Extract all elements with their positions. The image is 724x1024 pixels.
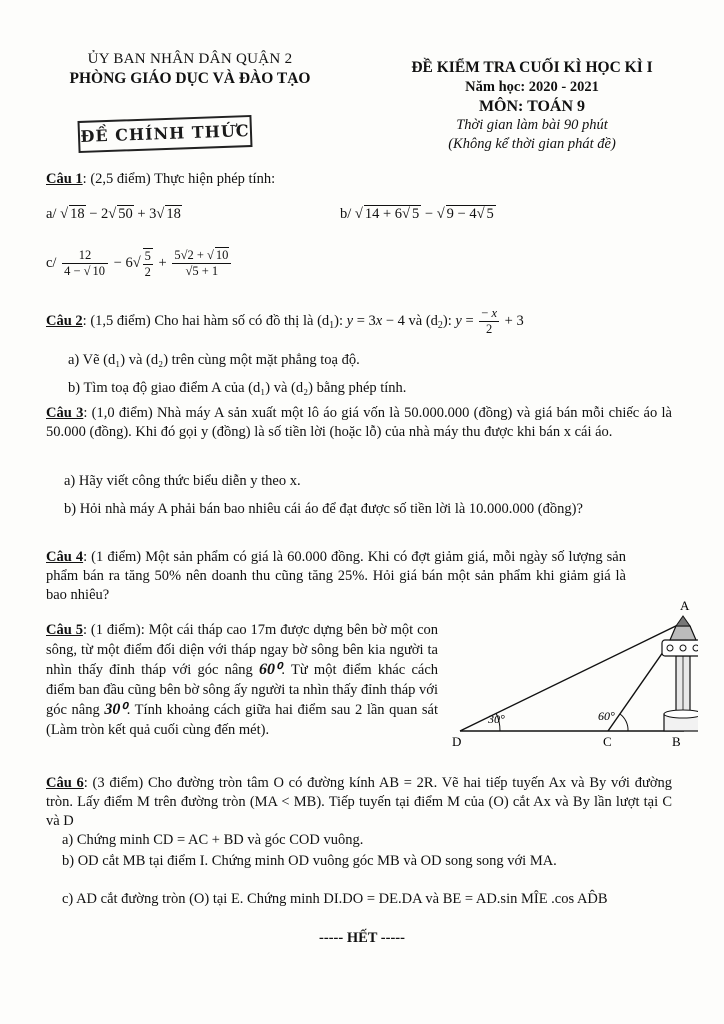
header-right bbox=[372, 58, 692, 154]
question-3-text: : (1,0 điểm) Nhà máy A sản xuất một lô áo giá vốn là 50.000.000 (đồng) và giá bán mỗi chiếc áo là 50.000 (đồng). Khi đó gọi y (đồng) là số tiền lời (hoặc lỗ) của nhà máy thu được khi bán x cái áo. bbox=[46, 405, 672, 440]
question-1-label: Câu 1 bbox=[46, 171, 83, 187]
question-1-text: : (2,5 điểm) Thực hiện phép tính: bbox=[82, 171, 276, 187]
question-5-text-2: . Từ một điểm khác cách điểm ban đầu cũng bên bờ sông ấy người ta nhìn thấy đỉnh tháp với góc nâng bbox=[46, 662, 439, 718]
education-department: PHÒNG GIÁO DỤC VÀ ĐÀO TẠO bbox=[69, 70, 311, 87]
question-1a bbox=[46, 204, 182, 224]
question-4-label: Câu 4 bbox=[46, 549, 84, 565]
function-d2: $(d_2)$: y = $\frac{- x}{2}$ + 3 bbox=[425, 306, 524, 336]
question-2-text: : (1,5 điểm) Cho hai hàm số có đồ thị là bbox=[82, 312, 314, 329]
question-6 bbox=[46, 774, 672, 831]
label-d: D bbox=[452, 734, 462, 749]
district-committee: ỦY BAN NHÂN DÂN QUẬN 2 bbox=[87, 51, 293, 67]
question-5-label: Câu 5 bbox=[46, 622, 83, 638]
label-c: C bbox=[603, 734, 612, 749]
question-1c-expr: $\frac{12}{4 - √ 10}$ − 6√ $\frac{5}{2}$ + $\frac{5√2 + √ 10}{√5 + 1}$ bbox=[60, 255, 233, 271]
question-6b: b) OD cắt MB tại điểm I. Chứng minh OD vuông góc MB và OD song song với MA. bbox=[62, 853, 557, 869]
question-3a: a) Hãy viết công thức biểu diễn y theo x. bbox=[64, 473, 301, 489]
label-a: A bbox=[680, 598, 690, 613]
question-6-label: Câu 6 bbox=[46, 775, 84, 791]
question-3b: b) Hỏi nhà máy A phải bán bao nhiêu cái áo để đạt được số tiền lời là 10.000.000 (đồng)? bbox=[64, 501, 583, 517]
label-angle-30: 30° bbox=[488, 712, 505, 726]
question-3-label: Câu 3 bbox=[46, 405, 84, 421]
question-6a: a) Chứng minh CD = AC + BD và góc COD vuông. bbox=[62, 832, 364, 848]
question-5 bbox=[46, 620, 438, 740]
question-2-and: và bbox=[408, 312, 423, 329]
question-6c: c) AD cắt đường tròn (O) tại E. Chứng minh DI.DO = DE.DA và BE = AD.sin MÎE .cos AD̂B bbox=[62, 891, 608, 907]
tower-icon bbox=[662, 616, 698, 731]
question-4-text: : (1 điểm) Một sản phẩm có giá là 60.000 đồng. Khi có đợt giảm giá, mỗi ngày số lượng sản phẩm bán ra tăng 50% nên doanh thu cũng tăng 25%. Hỏi giá bán một sản phẩm khi giảm giá là bao nhiêu? bbox=[46, 549, 626, 603]
tower-figure bbox=[448, 596, 698, 756]
angle-arc-c bbox=[620, 714, 628, 731]
question-2b: b) Tìm toạ độ giao điểm A của (d₁) và (d₂) bằng phép tính. bbox=[68, 380, 407, 396]
question-1a-expr: √ 18 − 2√ 50 + 3√ 18 bbox=[60, 206, 181, 222]
question-1b-label: b/ bbox=[340, 206, 352, 222]
end-marker: ----- HẾT ----- bbox=[319, 930, 405, 946]
label-angle-60: 60° bbox=[598, 709, 615, 723]
question-5-text-1: : (1 điểm): Một cái tháp cao 17m được dựng bên bờ một con sông, từ một điểm đối diện với tháp ngay bờ sông bên kia người ta nhìn thấy đỉnh tháp với góc nâng bbox=[46, 622, 438, 678]
question-1 bbox=[46, 170, 686, 189]
question-1b bbox=[340, 204, 496, 224]
question-5-angle-1: 60⁰ bbox=[259, 661, 282, 678]
question-2 bbox=[46, 306, 696, 337]
function-d1: $(d_1)$: y = 3x − 4 bbox=[317, 312, 405, 331]
question-5-text-3: . Tính khoảng cách giữa hai điểm sau 2 lần quan sát (Làm tròn kết quả cuối cùng đến mét). bbox=[46, 702, 439, 738]
school-year: Năm học: 2020 - 2021 bbox=[465, 79, 599, 95]
exam-time: Thời gian làm bài 90 phút bbox=[456, 117, 608, 133]
question-1c bbox=[46, 246, 233, 280]
question-3 bbox=[46, 404, 672, 442]
official-stamp: ĐỀ CHÍNH THỨC bbox=[77, 115, 252, 153]
label-b: B bbox=[672, 734, 681, 749]
question-2-label: Câu 2 bbox=[46, 312, 83, 329]
subject: MÔN: TOÁN 9 bbox=[478, 98, 586, 115]
question-1c-label: c/ bbox=[46, 255, 57, 271]
exam-time-note: (Không kể thời gian phát đề) bbox=[448, 136, 616, 152]
question-1b-expr: √ 14 + 6√ 5 − √ 9 − 4√ 5 bbox=[354, 206, 494, 222]
question-1a-label: a/ bbox=[46, 206, 57, 222]
header-left bbox=[40, 50, 340, 88]
question-2a: a) Vẽ (d₁) và (d₂) trên cùng một mặt phẳng toạ độ. bbox=[68, 352, 360, 368]
question-5-angle-2: 30⁰ bbox=[104, 701, 127, 718]
question-6-text: : (3 điểm) Cho đường tròn tâm O có đường kính AB = 2R. Vẽ hai tiếp tuyến Ax và By với đường tròn. Lấy điểm M trên đường tròn (MA < MB). Tiếp tuyến tại điểm M của (O) cắt Ax và By lần lượt tại C và D bbox=[46, 775, 672, 829]
exam-title: ĐỀ KIỂM TRA CUỐI KÌ HỌC KÌ I bbox=[411, 59, 653, 76]
